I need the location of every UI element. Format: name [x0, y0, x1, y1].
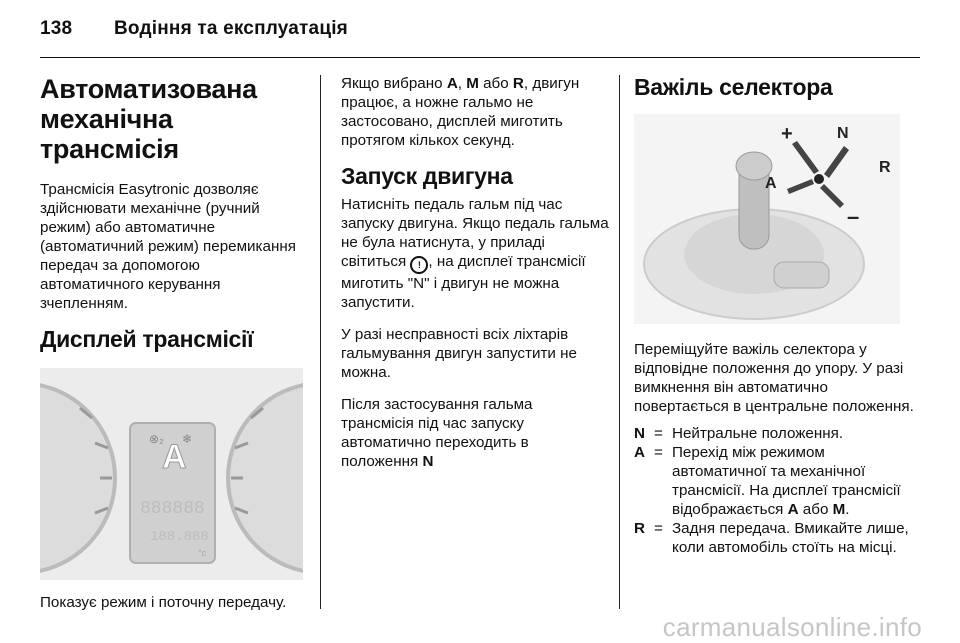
selector-lever-figure [634, 114, 900, 324]
start-paragraph: Натисніть педаль гальм під час запуску двигуна. Якщо педаль гальма не була натиснута, у приладі світиться ! , на дисплеї трансмісії миготить "N" і двигун не можна запустити. [341, 196, 609, 311]
display-unit: °c [198, 548, 207, 558]
definition-row: N = Нейтральне положення. [634, 425, 844, 442]
watermark: carmanualsonline.info [662, 612, 922, 642]
selector-lever-illustration [634, 114, 900, 324]
mode-paragraph: Якщо вибрано A, M або R, двигун працює, а ножне гальмо не застосовано, дисплей миготить протягом кількох секунд. [341, 75, 580, 149]
position-definitions [634, 424, 920, 557]
page-header [40, 18, 348, 40]
transmission-display-figure [40, 368, 303, 580]
figure-caption: Показує режим і поточну передачу. [40, 594, 287, 611]
brake-warning-icon: ! [410, 256, 428, 274]
svg-text:❄: ❄ [182, 432, 193, 446]
svg-text:⊗₂: ⊗₂ [149, 432, 164, 446]
brake-light-paragraph: У разі несправності всіх ліхтарів гальмування двигун запустити не можна. [341, 326, 577, 381]
subsection-heading: Важіль селектора [634, 74, 833, 100]
section-heading: Автоматизована механічна трансмісія [40, 74, 257, 164]
n-label: N [837, 125, 849, 142]
r-label: R [879, 159, 891, 176]
header-rule [40, 57, 920, 58]
page-number: 138 [40, 18, 73, 39]
instrument-cluster-illustration [40, 368, 303, 580]
plus-label: + [781, 123, 793, 145]
definition-row: A = Перехід між режимом автоматичної та механічної трансмісії. На дисплеї трансмісії відображається A або M. [634, 444, 901, 518]
column-divider [619, 75, 620, 609]
page-title: Водіння та експлуатація [114, 18, 348, 39]
display-segments: 888888 [140, 499, 205, 519]
subsection-heading: Запуск двигуна [341, 163, 513, 189]
auto-neutral-paragraph: Після застосування гальма трансмісія під час запуску автоматично переходить в положення N [341, 396, 533, 470]
minus-label: – [847, 204, 860, 229]
intro-paragraph: Трансмісія Easytronic дозволяє здійснювати механічне (ручний режим) або автоматичне (автоматичний режим) перемикання передач за допомогою автоматичного керування зчепленням. [40, 181, 296, 312]
column-2 [341, 74, 609, 484]
column-3 [634, 74, 920, 557]
column-1 [40, 74, 306, 625]
column-divider [320, 75, 321, 609]
definition-row: R = Задня передача. Вмикайте лише, коли автомобіль стоїть на місці. [634, 520, 909, 556]
display-odo: 188.888 [150, 529, 209, 545]
lever-paragraph: Переміщуйте важіль селектора у відповідне положення до упору. У разі вимкнення він автоматично повертається в центральне положення. [634, 341, 914, 415]
subsection-heading: Дисплей трансмісії [40, 326, 254, 352]
a-label: A [765, 175, 777, 192]
display-gear-letter: A [162, 438, 187, 476]
